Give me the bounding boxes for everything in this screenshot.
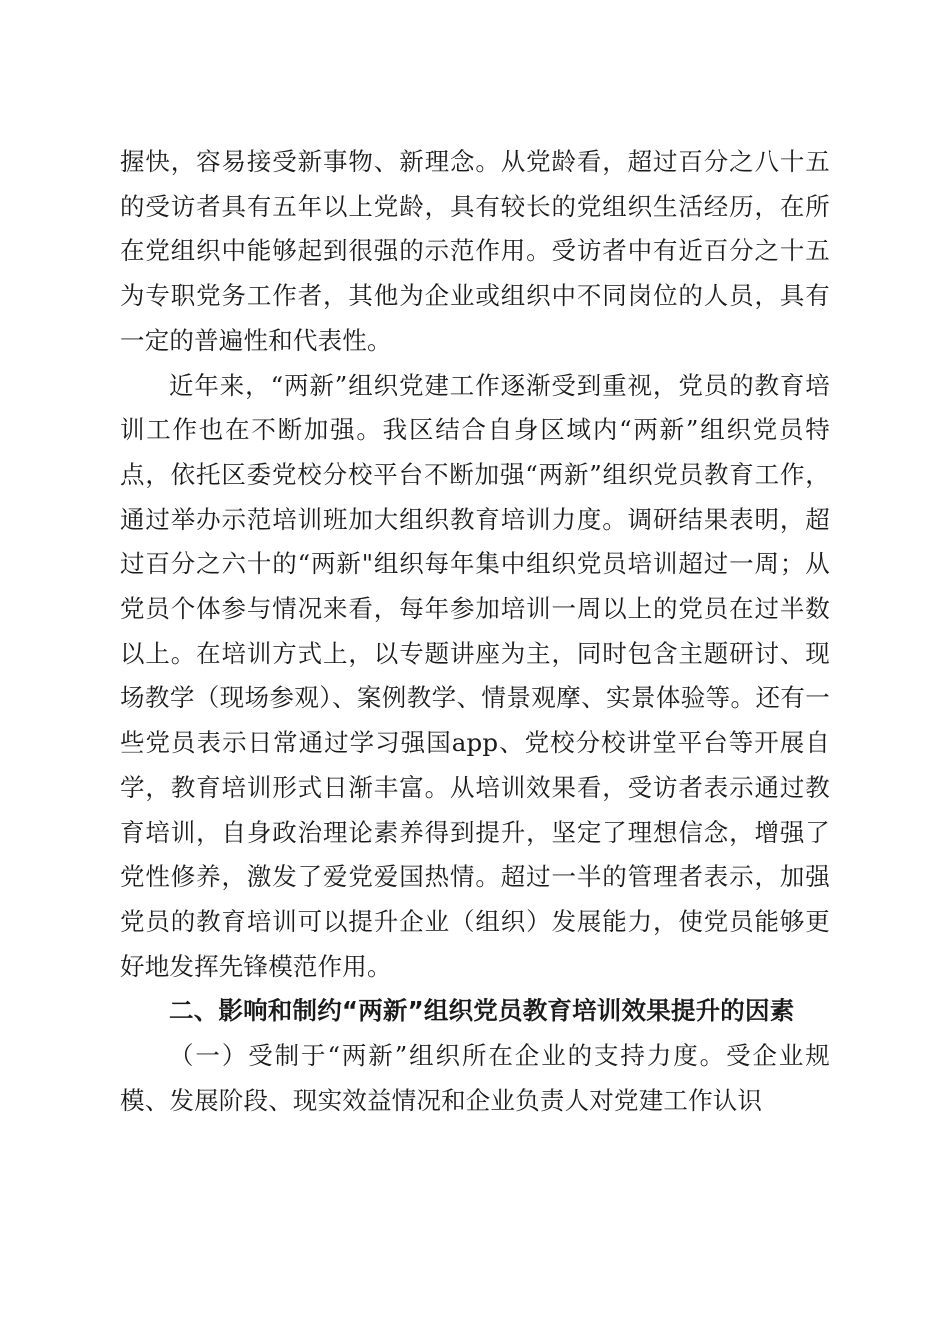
paragraph-continued: 握快，容易接受新事物、新理念。从党龄看，超过百分之八十五的受访者具有五年以上党龄，具有较长的党组织生活经历，在所在党组织中能够起到很强的示范作用。受访者中有近百分之十五为专职党务工作者，其他为企业或组织中不同岗位的人员，具有一定的普遍性和代表性。 [120, 147, 830, 355]
document-page [120, 140, 830, 1123]
section-heading: 二、影响和制约“两新”组织党员教育培训效果提升的因素 [169, 996, 795, 1026]
subsection-label: （一）受制于“两新”组织所在企业的支持力度。 [169, 1041, 727, 1071]
subsection-text: 受企业规模、发展阶段、现实效益情况和企业负责人对党建工作认识 [120, 1041, 830, 1115]
subsection-paragraph [120, 1034, 830, 1123]
paragraph-training-overview: 近年来，“两新”组织党建工作逐渐受到重视，党员的教育培训工作也在不断加强。我区结合自身区域内“两新”组织党员特点，依托区委党校分校平台不断加强“两新”组织党员教育工作，通过举办示范培训班加大组织教育培训力度。调研结果表明，超过百分之六十的“两新"组织每年集中组织党员培训超过一周；从党员个体参与情况来看，每年参加培训一周以上的党员在过半数以上。在培训方式上，以专题讲座为主，同时包含主题研讨、现场教学（现场参观）、案例教学、情景观摩、实景体验等。还有一些党员表示日常通过学习强国app、党校分校讲堂平台等开展自学，教育培训形式日渐丰富。从培训效果看，受访者表示通过教育培训，自身政治理论素养得到提升，坚定了理想信念，增强了党性修养，激发了爱党爱国热情。超过一半的管理者表示，加强党员的教育培训可以提升企业（组织）发展能力，使党员能够更好地发挥先锋模范作用。 [120, 370, 830, 981]
